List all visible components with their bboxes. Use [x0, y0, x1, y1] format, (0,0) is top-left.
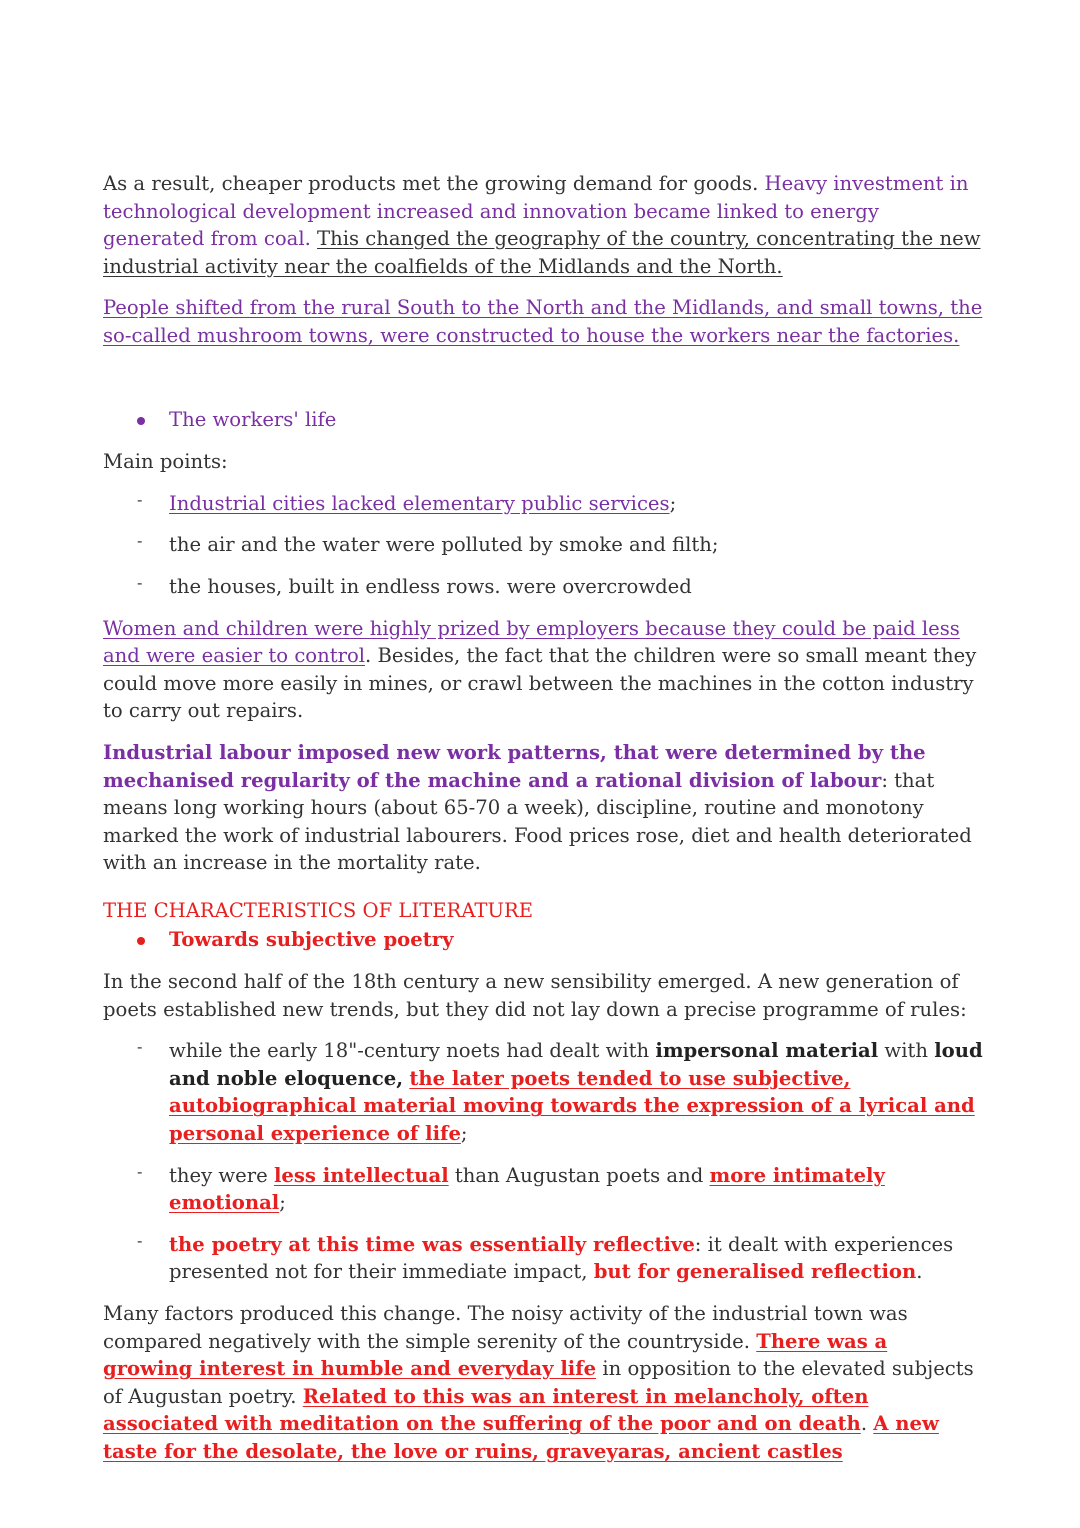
text-children-mines: . Besides, the fact that the children were so small meant they could move more easily in mines, or crawl between the machines in the cotton industry to carry out repairs. — [103, 644, 977, 723]
text-result: As a result, cheaper products met the growing demand for goods. — [103, 172, 765, 195]
text-investment: Heavy investment in technological development increased and innovation became linked to energy generated from coal. — [103, 172, 969, 251]
dash-icon: - — [137, 489, 143, 509]
text-desolate: A new taste for the desolate, the love or ruins, graveyaras, ancient castles — [103, 1412, 939, 1463]
point-public-services: - Industrial cities lacked elementary public services; — [137, 489, 677, 515]
dash-icon: - — [137, 531, 143, 551]
dash-icon: - — [137, 1161, 143, 1181]
point-houses-text: the houses, built in endless rows. were overcrowded — [169, 574, 692, 598]
text-women-prized: Women and children were highly prized by employers because they could be paid less and were easier to control — [103, 616, 960, 668]
point-public-services-text: Industrial cities lacked elementary public services — [169, 491, 670, 515]
main-points-label: Main points: — [103, 450, 228, 474]
bullet-subjective-poetry-label: Towards subjective poetry — [169, 928, 454, 952]
bullet-dot-icon — [137, 937, 145, 945]
point-pollution-text: the air and the water were polluted by smoke and filth; — [169, 533, 719, 557]
text-work-patterns: Industrial labour imposed new work patterns, that were determined by the mechanised regularity of the machine and a rational division of labour — [103, 740, 926, 792]
text-later-poets: the later poets tended to use subjective, autobiographical material moving towards the expression of a lyrical and personal experience of life — [169, 1066, 975, 1146]
paragraph-industry — [103, 170, 983, 280]
point-less-intellectual: - they were less intellectual than Augustan poets and more intimately emotional; — [137, 1161, 885, 1215]
bullet-subjective-poetry — [103, 926, 983, 954]
text-humble-life: There was a growing interest in humble and everyday life — [103, 1329, 888, 1381]
heading-literature: THE CHARACTERISTICS OF LITERATURE — [103, 898, 534, 922]
paragraph-women-children — [103, 615, 983, 725]
paragraph-industrial-labour — [103, 739, 983, 877]
paragraph-sensibility: In the second half of the 18th century a new sensibility emerged. A new generation of poets established new trends, but they did not lay down a precise programme of rules: — [103, 970, 967, 1021]
paragraph-migration: People shifted from the rural South to the North and the Midlands, and small towns, the so-called mushroom towns, were constructed to house the workers near the factories. — [103, 296, 983, 347]
text-geography: This changed the geography of the country, concentrating the new industrial activity near the coalfields of the Midlands and the North. — [103, 227, 981, 278]
point-reflective-poetry: - the poetry at this time was essentially reflective: it dealt with experiences presented not for their immediate impact, but for generalised reflection. — [137, 1230, 954, 1284]
bullet-dot-icon — [137, 417, 145, 425]
bullet-workers-life — [103, 406, 983, 434]
point-houses — [103, 573, 983, 601]
dash-icon: - — [137, 1037, 143, 1057]
dash-icon: - — [137, 1230, 143, 1250]
bullet-workers-life-label: The workers' life — [169, 407, 337, 431]
point-pollution — [103, 531, 983, 559]
text-working-hours: : that means long working hours (about 65-70 a week), discipline, routine and monotony marked the work of industrial labourers. Food prices rose, diet and health deteriorated with an increase in the mortality rate. — [103, 768, 972, 875]
point-impersonal-material: - while the early 18"-century noets had dealt with impersonal material with loud and noble eloquence, the later poets tended to use subjective, autobiographical material moving towards the expression of a lyrical and personal experience of life; — [137, 1037, 983, 1146]
document-page — [103, 170, 983, 1466]
paragraph-factors: Many factors produced this change. The noisy activity of the industrial town was compared negatively with the simple serenity of the countryside. There was a growing interest in humble and everyday life in opposition to the elevated subjects of Augustan poetry. Related to this was an interest in melancholy, often associated with meditation on the suffering of the poor and on death. A new taste for the desolate, the love or ruins, graveyaras, ancient castles — [103, 1302, 974, 1463]
dash-icon: - — [137, 572, 143, 592]
text-melancholy: Related to this was an interest in melancholy, often associated with meditation on the suffering of the poor and on death — [103, 1384, 869, 1436]
